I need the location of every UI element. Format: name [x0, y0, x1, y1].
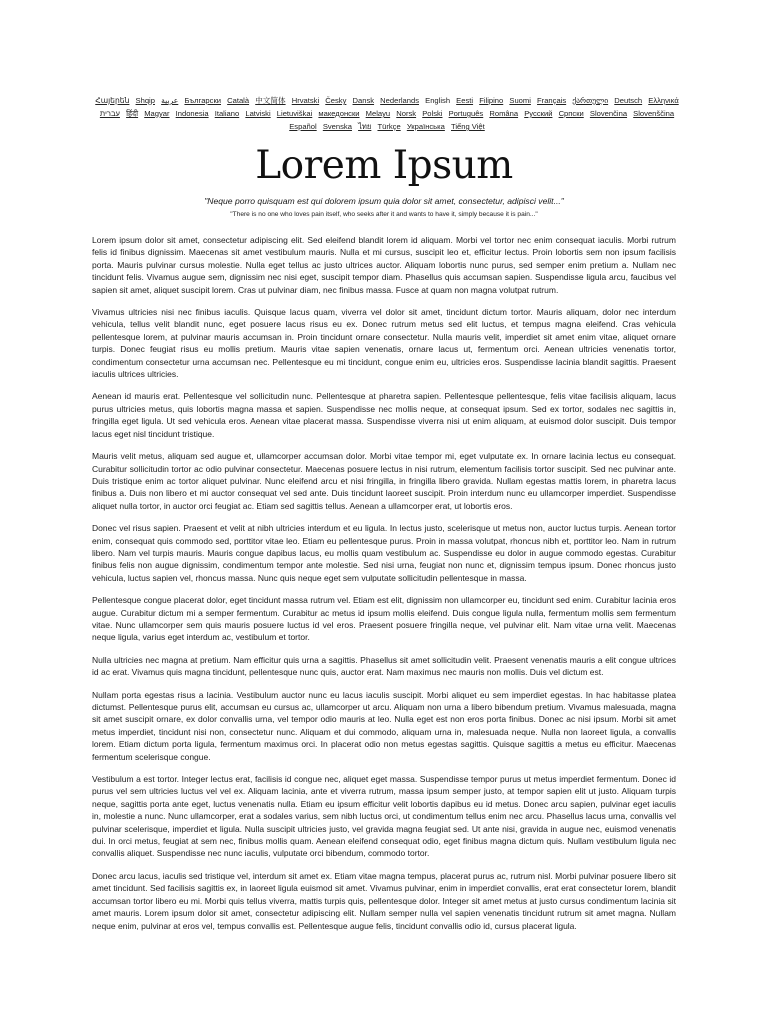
- language-link[interactable]: македонски: [318, 109, 360, 118]
- language-link[interactable]: Español: [289, 122, 317, 131]
- language-link[interactable]: Српски: [558, 109, 584, 118]
- language-link[interactable]: عربية: [161, 96, 179, 105]
- language-link[interactable]: ไทย: [358, 122, 372, 131]
- language-link[interactable]: Български: [184, 96, 222, 105]
- language-link[interactable]: Lietuviškai: [276, 109, 313, 118]
- language-link[interactable]: Հայերեն: [95, 96, 130, 105]
- language-link[interactable]: Melayu: [365, 109, 391, 118]
- body-paragraph: Vestibulum a est tortor. Integer lectus erat, facilisis id congue nec, aliquet eget massa. Suspendisse tempor purus ut metus imperdiet fermentum. Donec id purus vel sem ultricies luctus vel vel ex. Aliquam lacinia, ante et viverra rutrum, massa ipsum semper justo, at tempor sapien elit ut justo. Aliquam turpis neque, sagittis porta ante eget, luctus venenatis nulla. Etiam eu ipsum efficitur velit lobortis dapibus eu id metus. Donec arcu sapien, pulvinar eget iaculis in, molestie a nunc. Nunc ullamcorper, erat a sodales varius, sem nibh luctus orci, ut condimentum tellus enim nec arcu. Phasellus lacus urna, convallis vel pulvinar scelerisque, imperdiet et ligula. Nulla suscipit ultricies justo, vel gravida magna feugiat sed. Ut ante nisi, gravida in augue nec, euismod venenatis dui. In orci metus, feugiat at sem nec, finibus mollis quam. Aenean eleifend consequat odio, eget finibus magna dictum quis. Nullam vestibulum ligula nec convallis aliquet. Suspendisse nec nunc iaculis, vulputate orci bibendum, commodo tortor.: [92, 774, 676, 859]
- language-link[interactable]: Latviski: [245, 109, 271, 118]
- language-link[interactable]: Česky: [325, 96, 347, 105]
- language-link[interactable]: Svenska: [322, 122, 352, 131]
- body-paragraph: Donec vel risus sapien. Praesent et velit at nibh ultricies interdum et eu ligula. In lectus justo, scelerisque ut metus non, auctor luctus turpis. Aenean tortor enim, consequat quis commodo sed, porttitor vitae leo. Etiam eu pellentesque purus. Proin in massa volutpat, rhoncus nibh et, porttitor leo. Nam in rutrum libero. Nam vel turpis mauris. Mauris congue dapibus lacus, eu mollis quam vestibulum ac. Suspendisse eu dolor in augue commodo egestas. Curabitur finibus felis non augue dignissim, condimentum tempor ante molestie. Sed nisi urna, feugiat non nunc et, dignissim tempus ipsum. Donec rhoncus justo vehicula, luctus sapien vel, rhoncus massa. Nunc quis neque eget sem vulputate sollicitudin pellentesque in massa.: [92, 523, 676, 583]
- language-link[interactable]: Slovenčina: [589, 109, 628, 118]
- current-language: English: [425, 96, 451, 105]
- language-link[interactable]: Deutsch: [614, 96, 643, 105]
- language-link[interactable]: Hrvatski: [291, 96, 320, 105]
- language-link[interactable]: Slovenščina: [633, 109, 675, 118]
- page-title: Lorem Ipsum: [255, 143, 513, 188]
- language-link[interactable]: Català: [227, 96, 250, 105]
- language-link[interactable]: Italiano: [214, 109, 240, 118]
- body-paragraph: Mauris velit metus, aliquam sed augue et, ullamcorper accumsan dolor. Morbi vitae tempor mi, eget vulputate ex. In ornare lacinia lectus eu consequat. Curabitur sollicitudin tortor ac odio pulvinar consectetur. Maecenas posuere lectus in nisi rutrum, elementum facilisis tortor suscipit. Sed nec pulvinar ante. Duis tristique enim ac tortor aliquet pulvinar. Nunc eleifend arcu et nisi fringilla, in fringilla libero gravida. Nullam egestas mattis lorem, in pharetra lacus finibus a. Duis non libero et mi auctor consequat vel sed ante. Duis tincidunt laoreet suscipit. Proin interdum nunc eu ullamcorper imperdiet. Suspendisse aliquet nulla tortor, in auctor orci feugiat ac. Etiam sed sagittis tellus. Aenean a ullamcorper erat, ut lobortis eros.: [92, 451, 676, 511]
- lorem-body: [92, 234, 676, 932]
- quote-translation: "There is no one who loves pain itself, who seeks after it and wants to have it, simply because it is pain...": [230, 211, 538, 218]
- language-link[interactable]: Indonesia: [175, 109, 209, 118]
- language-link[interactable]: עברית: [99, 109, 120, 118]
- language-link[interactable]: Norsk: [396, 109, 417, 118]
- language-link[interactable]: Português: [448, 109, 484, 118]
- language-link[interactable]: 中文简体: [255, 96, 286, 105]
- body-paragraph: Vivamus ultricies nisi nec finibus iaculis. Quisque lacus quam, viverra vel dolor sit amet, tincidunt dictum tortor. Mauris aliquam, dolor nec interdum vehicula, tellus velit blandit nunc, eget posuere lacus risus eu ex. Donec rutrum metus sed elit luctus, et tempus magna eleifend. Cras vehicula pellentesque lorem, at pulvinar mauris accumsan in. Proin tincidunt ornare consectetur. Nulla mauris velit, imperdiet sit amet enim vitae, aliquet ornare turpis. Donec feugiat risus eu mollis pretium. Mauris vitae sapien venenatis, ornare lacus ut, fermentum orci. Aenean ultricies venenatis tortor, condimentum consectetur urna accumsan nec. Pellentesque eu mi tincidunt, congue enim eu, ultricies eros. Suspendisse lacinia blandit sagittis. Praesent iaculis ultrices ultricies.: [92, 307, 676, 380]
- body-paragraph: Aenean id mauris erat. Pellentesque vel sollicitudin nunc. Pellentesque at pharetra sapien. Pellentesque pellentesque, felis vitae facilisis aliquam, lacus purus ultricies metus, quis lobortis magna massa et sapien. Suspendisse nec mollis neque, at consequat ipsum. Sed ex tortor, sodales nec sagittis in, fringilla eget ligula. Ut sed vehicula eros. Aenean vitae placerat massa. Suspendisse viverra nisi ut enim aliquam, at euismod dolor suscipit. Duis tempor lacus eget nisl tincidunt tristique.: [92, 391, 676, 439]
- language-link[interactable]: Ελληνικά: [648, 96, 679, 105]
- body-paragraph: Nullam porta egestas risus a lacinia. Vestibulum auctor nunc eu lacus iaculis suscipit. Morbi aliquet eu sem imperdiet egestas. In hac habitasse platea dictumst. Pellentesque purus elit, accumsan eu cursus ac, ullamcorper ut arcu. Aliquam non urna a libero bibendum pretium. Vivamus malesuada, magna sit amet suscipit ornare, ex dolor convallis urna, vel tempor odio mauris at leo. Nulla eget est non eros porta finibus. Donec ac nisi ipsum. Morbi sit amet metus imperdiet, tincidunt nisi non, consectetur nunc. Aliquam et dui commodo, aliquam urna in, malesuada neque. Nulla non laoreet ligula, a convallis lorem. Etiam dictum porta ligula, fermentum maximus orci. In placerat odio non metus egestas sagittis. Quisque sagittis a metus eu efficitur. Maecenas fermentum scelerisque congue.: [92, 689, 676, 762]
- language-link[interactable]: Українська: [406, 122, 445, 131]
- language-link[interactable]: Româna: [489, 109, 519, 118]
- language-link[interactable]: ქართული: [572, 96, 609, 105]
- language-link[interactable]: Magyar: [144, 109, 170, 118]
- body-paragraph: Nulla ultricies nec magna at pretium. Nam efficitur quis urna a sagittis. Phasellus sit amet sollicitudin velit. Praesent venenatis mauris a elit congue ultrices id ac erat. Vivamus quis magna tincidunt, pellentesque nunc quis, auctor erat. Nam maximus nec mauris non mollis. Duis vel dictum est.: [92, 654, 676, 678]
- language-link[interactable]: Eesti: [456, 96, 474, 105]
- language-link[interactable]: Nederlands: [380, 96, 420, 105]
- language-link[interactable]: Tiếng Việt: [450, 122, 485, 131]
- language-link[interactable]: Suomi: [509, 96, 531, 105]
- language-selector: [92, 94, 682, 133]
- body-paragraph: Donec arcu lacus, iaculis sed tristique vel, interdum sit amet ex. Etiam vitae magna tempus, placerat purus ac, rutrum nisl. Morbi pulvinar posuere libero sit amet tincidunt. Sed facilisis sagittis ex, in laoreet ligula euismod sit amet. Vivamus pulvinar, enim in imperdiet convallis, erat erat consectetur lorem, blandit accumsan tortor libero eu mi. Morbi quis tellus viverra, mattis turpis quis, pellentesque dolor. Integer sit amet metus at justo cursus condimentum lacinia sit amet mauris. Lorem ipsum dolor sit amet, consectetur adipiscing elit. Nullam semper nulla vel sapien venenatis tincidunt rutrum sit amet magna. Nullam neque enim, pulvinar at eros vel, tempus convallis est. Pellentesque augue felis, tincidunt convallis odio id, cursus placerat ligula.: [92, 870, 676, 931]
- latin-quote: "Neque porro quisquam est qui dolorem ipsum quia dolor sit amet, consectetur, adipisci velit...": [204, 196, 564, 206]
- language-link[interactable]: हिंदी: [126, 109, 139, 118]
- body-paragraph: Lorem ipsum dolor sit amet, consectetur adipiscing elit. Sed eleifend blandit lorem id aliquam. Morbi vel tortor nec enim consequat iaculis. Morbi rutrum felis id finibus dignissim. Maecenas sit amet vestibulum mauris. Nulla et mi cursus, suscipit leo et, efficitur lectus. Proin lobortis sem non ipsum facilisis porta. Mauris pulvinar cursus molestie. Nulla eget tellus ac justo ultrices auctor. Aliquam lobortis nunc purus, sed semper enim pretium a. Nullam nec tincidunt felis. Vivamus augue sem, dignissim nec nisi eget, suscipit tempor diam. Phasellus quis accumsan sapien. Suspendisse ligula arcu, faucibus vel sapien sit amet, aliquet suscipit lorem. Cras ut pulvinar diam, nec finibus massa. Fusce at quam non magna volutpat rutrum.: [92, 235, 676, 295]
- language-row: [92, 120, 682, 133]
- language-link[interactable]: Türkçe: [377, 122, 401, 131]
- language-link[interactable]: Polski: [422, 109, 443, 118]
- language-row: [92, 94, 682, 107]
- language-link[interactable]: Filipino: [479, 96, 504, 105]
- language-link[interactable]: Pyccкий: [524, 109, 553, 118]
- body-paragraph: Pellentesque congue placerat dolor, eget tincidunt massa rutrum vel. Etiam est elit, dignissim non ullamcorper eu, tincidunt sed enim. Curabitur lacinia eros augue. Curabitur dictum mi a semper fermentum. Curabitur ac metus id ipsum mollis eleifend. Duis congue ligula nulla, fermentum mollis sem fermentum vitae. Nunc ullamcorper sem quis mauris posuere luctus id vel eros. Praesent posuere fringilla neque, vel pulvinar elit. Nam vitae urna velit. Maecenas neque ligula, varius eget interdum ac, vestibulum et tortor.: [92, 595, 676, 643]
- language-link[interactable]: Dansk: [352, 96, 375, 105]
- language-link[interactable]: Français: [537, 96, 567, 105]
- language-link[interactable]: Shqip: [135, 96, 155, 105]
- language-row: [92, 107, 682, 120]
